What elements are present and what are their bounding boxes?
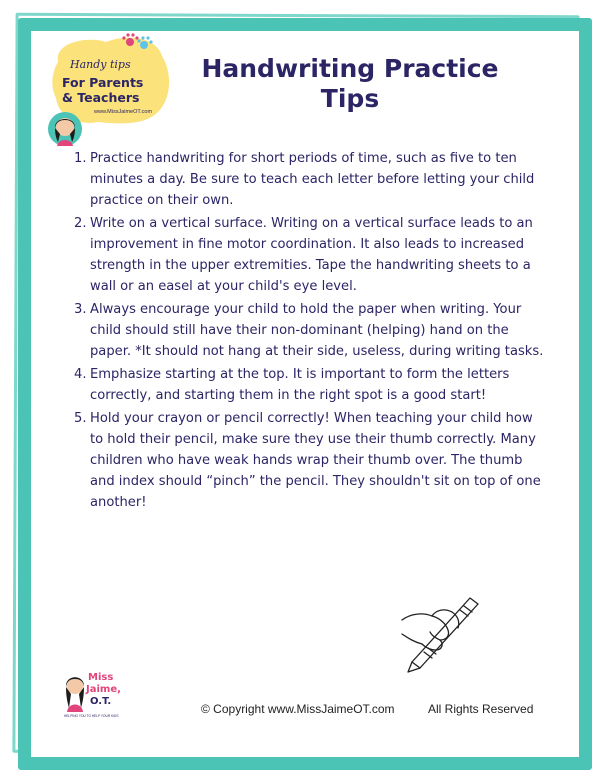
badge-line-2: & Teachers <box>62 90 140 105</box>
list-item <box>74 213 548 297</box>
tips-list <box>74 148 548 515</box>
logo-line-1: Miss <box>88 672 114 683</box>
logo-line-3: O.T. <box>90 696 112 707</box>
tip-number: 2. <box>74 216 87 231</box>
logo-line-2: Jaime, <box>86 684 121 695</box>
tip-text: Practice handwriting for short periods of time, such as five to ten minutes a day. Be sure to teach each letter before letting your child practice on their own. <box>90 151 535 208</box>
avatar <box>48 112 82 146</box>
badge-line-1: For Parents <box>62 75 144 90</box>
logo-avatar <box>66 677 84 712</box>
list-item <box>74 364 548 406</box>
badge-site: www.MissJaimeOT.com <box>94 109 153 115</box>
tip-text: Hold your crayon or pencil correctly! When teaching your child how to hold their pencil, make sure they use their thumb correctly. Many children who have weak hands wrap their thumb over. The thumb and index should “pinch” the pencil. They shouldn't sit on top of one another! <box>90 411 541 510</box>
list-item <box>74 408 548 513</box>
tip-number: 5. <box>74 411 87 426</box>
tip-text: Write on a vertical surface. Writing on a vertical surface leads to an improvement in fine motor coordination. It also leads to increased strength in the upper extremities. Tape the handwriting sheets to a wall or an easel at your child's eye level. <box>90 216 533 294</box>
logo-tagline: HELPING YOU TO HELP YOUR KIDS <box>64 714 119 718</box>
page-title: Handwriting Practice Tips <box>201 54 499 113</box>
rights-reserved-text: All Rights Reserved <box>428 702 534 716</box>
list-item <box>74 148 548 211</box>
tip-number: 1. <box>74 151 87 166</box>
tip-text: Always encourage your child to hold the paper when writing. Your child should still have their non-dominant (helping) hand on the paper. *It should not hang at their side, useless, during writing tasks. <box>90 302 544 359</box>
list-item <box>74 299 548 362</box>
miss-jaime-ot-logo <box>64 668 134 720</box>
handy-tips-badge <box>48 32 176 150</box>
copyright-text: © Copyright www.MissJaimeOT.com <box>201 702 395 716</box>
tip-number: 3. <box>74 302 87 317</box>
tip-text: Emphasize starting at the top. It is important to form the letters correctly, and starting them in the right spot is a good start! <box>90 367 510 403</box>
hand-holding-crayon-icon <box>400 590 492 674</box>
tip-number: 4. <box>74 367 87 382</box>
badge-script-text: Handy tips <box>70 58 131 71</box>
